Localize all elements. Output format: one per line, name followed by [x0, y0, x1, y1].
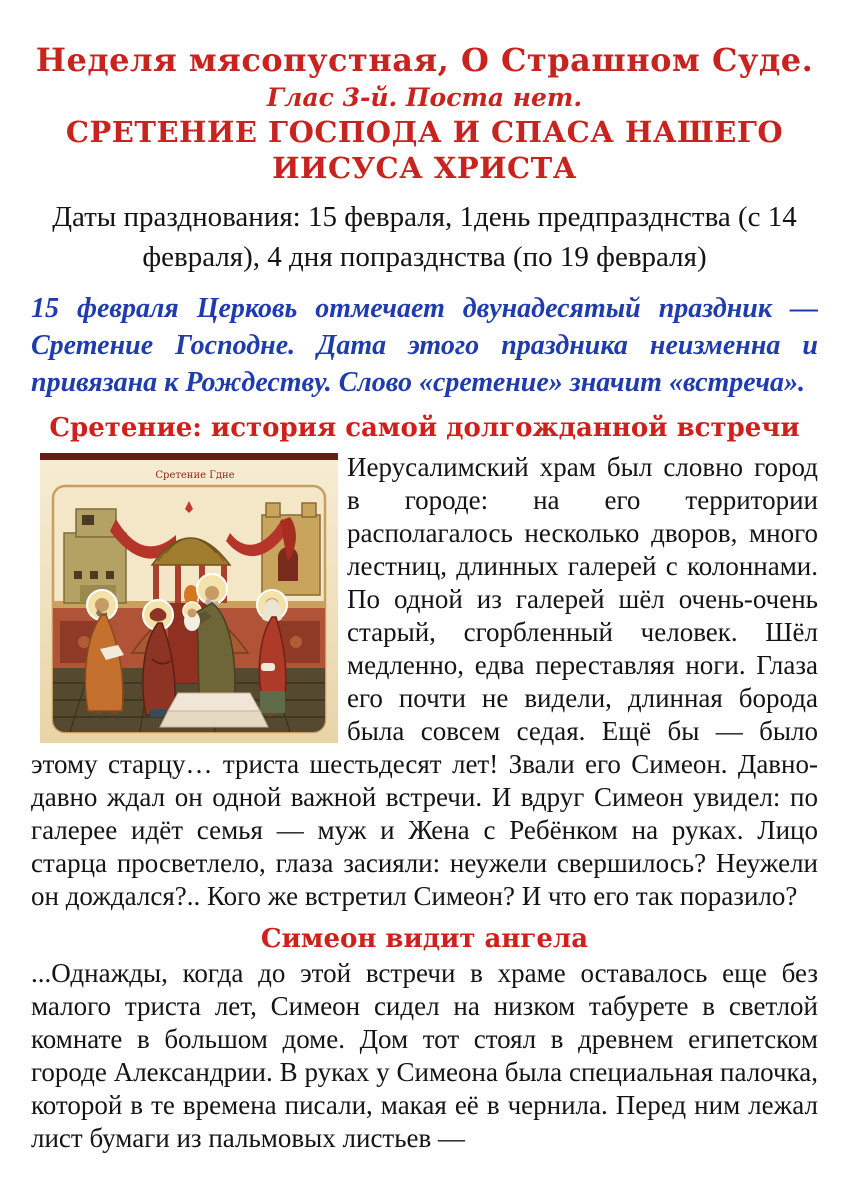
- story-paragraph-1: [31, 451, 818, 913]
- section-heading-sretenie: Сретение: история самой долгожданной встречи: [49, 413, 800, 444]
- presentation-icon-image: [40, 453, 338, 743]
- feast-title: СРЕТЕНИЕ ГОСПОДА И СПАСА НАШЕГО ИИСУСА ХРИСТА: [65, 115, 784, 186]
- presentation-icon-svg: [40, 453, 338, 743]
- glas-line: Глас 3-й. Поста нет.: [266, 82, 583, 112]
- story-text-1: Иерусалимский храм был словно город в городе: на его территории располагалось несколько дворов, много лестниц, длинных галерей с колоннами. По одной из галерей шёл очень-очень старый, сгорбленный человек. Шёл медленно, едва переставляя ноги. Глаза его почти не видели, длинная борода была совсем седая. Ещё бы — было этому старцу… триста шестьдесят лет! Звали его Симеон. Давно-давно ждал он одной важной встречи. И вдруг Симеон увидел: по галерее идёт семья — муж и Жена с Ребёнком на руках. Лицо старца просветлело, глаза засияли: неужели свершилось? Неужели он дождался?.. Кого же встретил Симеон? И что его так поразило?: [31, 451, 818, 911]
- section-heading-simeon: Симеон видит ангела: [260, 923, 589, 954]
- week-title: Неделя мясопустная, О Страшном Суде.: [35, 41, 814, 79]
- icon-caption: Сретение Гдне: [155, 469, 235, 481]
- feast-dates: Даты празднования: 15 февраля, 1день предпразднства (с 14 февраля), 4 дня попразднства (по 19 февраля): [52, 201, 797, 274]
- lead-paragraph: 15 февраля Церковь отмечает двунадесятый праздник — Сретение Господне. Дата этого праздника неизменна и привязана к Рождеству. Слово «сретение» значит «встреча».: [31, 293, 818, 399]
- story-paragraph-2: ...Однажды, когда до этой встречи в храме оставалось еще без малого триста лет, Симеон сидел на низком табурете в светлой комнате в большом доме. Дом тот стоял в древнем египетском городе Александрии. В руках у Симеона была специальная палочка, которой в те времена писали, макая её в чернила. Перед ним лежал лист бумаги из пальмовых листьев —: [31, 957, 818, 1153]
